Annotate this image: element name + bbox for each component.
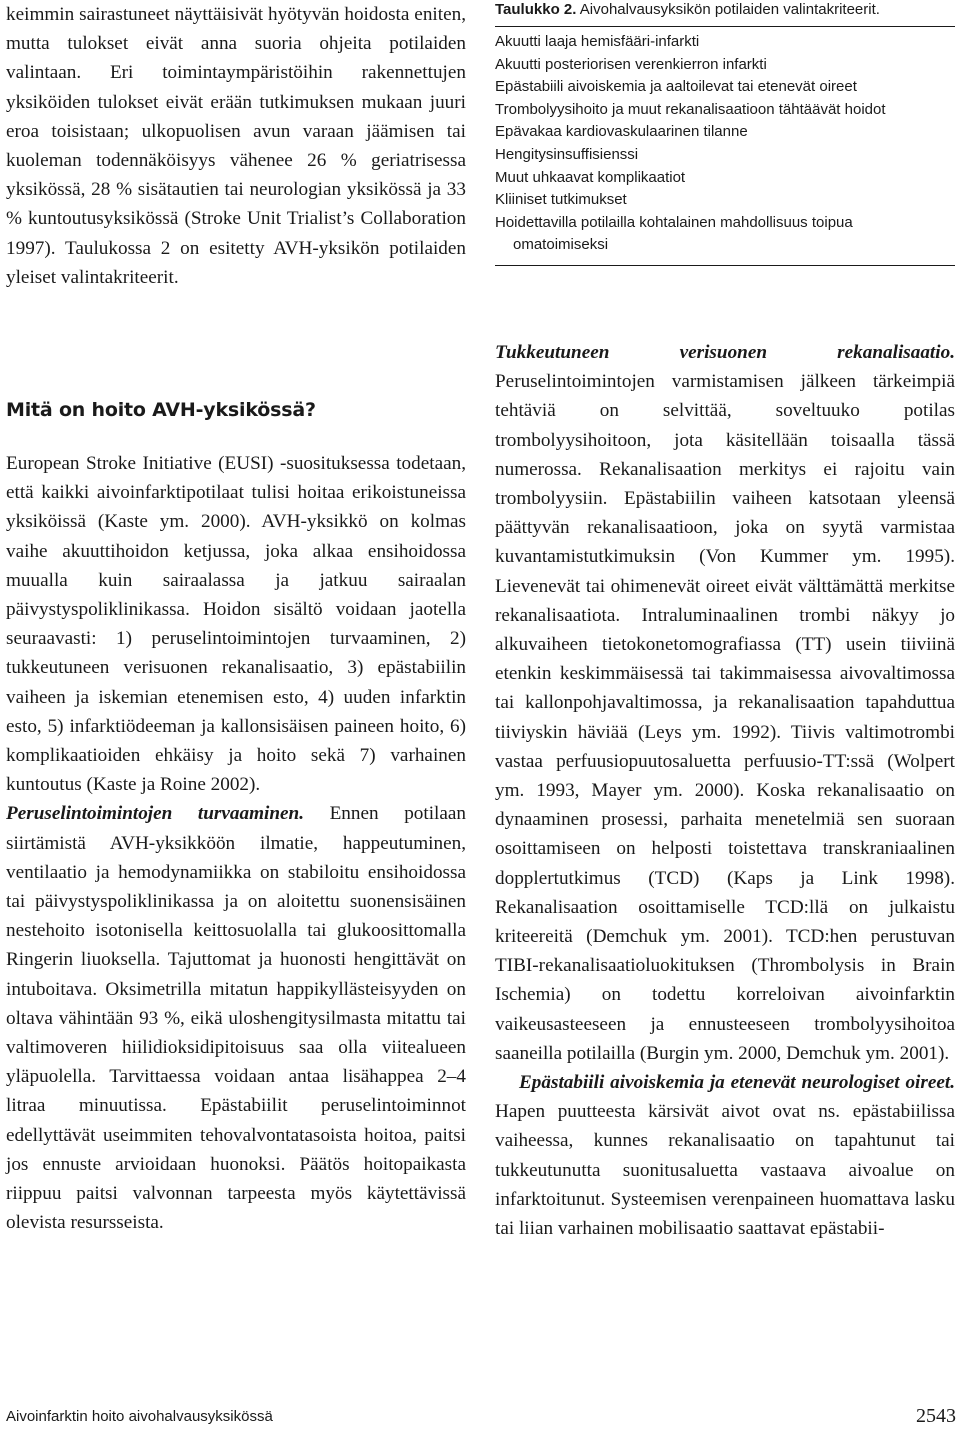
ischemia-text: Hapen puutteesta kärsivät aivot ovat ns. epästabiilissa vaiheessa, kunnes rekanalisaatio on tapahtunut tai tukkeutunutta suonitusaluetta vastaava aivoalue on infarktoitunut. Systeemisen verenpaineen huomattava lasku tai liian varhainen mobilisaatio saattavat epästabii- [495,1101,955,1240]
criteria-item-last [495,212,955,257]
vital-functions-runin: Peruselintoimintojen turvaaminen. [6,803,304,825]
recanalization-paragraph [495,338,955,1068]
vital-functions-text: Ennen potilaan siirtämistä AVH-yksikköön ilmatie, happeutuminen, ventilaatio ja hemodynamiikka on stabiloitu ensihoidossa tai päivystyspoliklinikassa ja on aloitettu suonensisäinen nestehoito isotonisella keittosuolalla tai glukoosittomalla Ringerin liuoksella. Tajuttomat ja huonosti hengittävät on intuboitava. Oksimetrilla mitatun happikyllästeisyyden on oltava vähintään 93 %, eikä uloshengitysilmasta mitattu tai valtimoveren hiilidioksidipitoisuus saa olla viitealueen yläpuolella. Tarvittaessa voidaan antaa lisähappea 2–4 litraa minuutissa. Epästabiilit peruselintoiminnot edellyttävät useimmiten tehovalvontatasoista hoitoa, paitsi jos ennuste arvioidaan huonoksi. Päätös hoitopaikasta riippuu paitsi valvonnan tarpeesta myös käytettävissä olevista resursseista. [6,803,467,1234]
criteria-item: Kliiniset tutkimukset [495,191,627,209]
criteria-list [495,31,955,257]
page-footer [6,1405,956,1431]
criteria-item: Muut uhkaavat komplikaatiot [495,168,686,186]
journal-title: Aivoinfarktin hoito aivohalvausyksikössä [6,1408,273,1425]
care-content-paragraph: European Stroke Initiative (EUSI) -suosituksessa todetaan, että kaikki aivoinfarktipotilaat tulisi hoitaa erikoistuneissa yksiköissä (Kaste ym. 2000). AVH-yksikkö on kolmas vaihe akuuttihoidon ketjussa, joka alkaa ensihoidossa muualla kuin sairaalassa ja jatkuu sairaalan päivystyspoliklinikassa. Hoidon sisältö voidaan jaotella seuraavasti: 1) peruselintoimintojen turvaaminen, 2) tukkeutuneen verisuonen rekanalisaatio, 3) epästabiilin vaiheen ja iskemian etenemisen esto, 4) uuden infarktin esto, 5) infarktiödeeman ja kallonsisäisen paineen hoito, 6) komplikaatioiden ehkäisy ja hoito sekä 7) varhainen kuntoutus (Kaste ja Roine 2002). [6,453,466,796]
criteria-item-line1: Hoidettavilla potilailla kohtalainen mahdollisuus toipua [495,213,853,231]
table-bottom-rule [495,265,955,266]
criteria-item-line2: omatoimiseksi [513,236,609,254]
ischemia-runin: Epästabiili aivoiskemia ja etenevät neurologiset oireet. [519,1072,955,1094]
table-top-rule [495,26,955,27]
criteria-item: Epävakaa kardiovaskulaarinen tilanne [495,123,748,141]
table-label: Taulukko 2. [495,1,577,18]
left-body [6,449,466,1237]
right-body [495,338,955,1243]
table-title: Aivohalvausyksikön potilaiden valintakriteerit. [576,1,880,18]
page-number: 2543 [916,1405,956,1427]
criteria-item: Akuutti laaja hemisfääri-infarkti [495,33,700,50]
table-2 [495,0,955,266]
recanalization-runin: Tukkeutuneen verisuonen rekanalisaatio. [495,342,955,363]
intro-paragraph: keimmin sairastuneet näyttäisivät hyötyvän hoidosta eniten, mutta tulokset eivät anna suoria ohjeita potilaiden valintaan. Eri toimintaympäristöihin rakennettujen yksiköiden tulokset eivät erään tutkimuksen mukaan juuri eroa toisistaan; ulkopuolisen avun varaan jäämisen tai kuoleman todennäköisyys vähenee 26 % geriatrisessa yksikössä, 28 % sisätautien tai neurologian yksikössä ja 33 % kuntoutusyksikössä (Stroke Unit Trialist’s Collaboration 1997). Taulukossa 2 on esitetty AVH-yksikön potilaiden yleiset valintakriteerit. [6,4,466,288]
criteria-item: Akuutti posteriorisen verenkierron infarkti [495,55,767,73]
recanalization-text: Peruselintoimintojen varmistamisen jälkeen tärkeimpiä tehtäviä on selvittää, soveltuuko potilas trombolyysihoitoon, jota käsitellään toisaalla tässä numerossa. Rekanalisaation merkitys ei rajoitu vain trombolyysiin. Epästabiilin vaiheen katsotaan yleensä päättyvän rekanalisaatioon, joka on syytä varmistaa kuvantamistutkimuksin (Von Kummer ym. 1995). Lievenevät tai ohimenevät oireet eivät välttämättä merkitse rekanalisaatiota. Intraluminaalinen trombi näkyy jo alkuvaiheen tietokonetomografiassa (TT) usein tiiviinä etenkin keskimmäisessä tai takimmaisessa aivovaltimossa tai kallonpohjavaltimossa, ja rekanalisaation tapahduttua tiiviyskin häviää (Leys ym. 1992). Tiivis valtimotrombi vastaa perfuusiopuutosaluetta perfuusio-TT:ssä (Wolpert ym. 1993, Mayer ym. 2000). Koska rekanalisaatio on dynaaminen prosessi, parhaita menetelmiä sen suoraan osoittamiseen on helposti toistettava transkraniaalinen dopplertutkimus (TCD) (Kaps ja Link 1998). Rekanalisaation osoittamiselle TCD:llä on julkaistu kriteereitä (Demchuk ym. 2001). TCD:hen perustuvan TIBI-rekanalisaatioluokituksen (Thrombolysis in Brain Ischemia) on todettu korreloivan aivoinfarktin vaikeusasteeseen ja ennusteeseen trombolyysihoitoa saaneilla potilailla (Burgin ym. 2000, Demchuk ym. 2001). [495,371,955,1064]
ischemia-paragraph [495,1068,955,1243]
section-heading: Mitä on hoito AVH-yksikössä? [6,399,316,421]
table-caption [495,0,955,20]
criteria-item: Hengitysinsuffisienssi [495,145,639,163]
vital-functions-paragraph [6,799,466,1237]
criteria-item: Epästabiili aivoiskemia ja aaltoilevat tai etenevät oireet [495,78,857,96]
criteria-item: Trombolyysihoito ja muut rekanalisaatioon tähtäävät hoidot [495,100,886,118]
